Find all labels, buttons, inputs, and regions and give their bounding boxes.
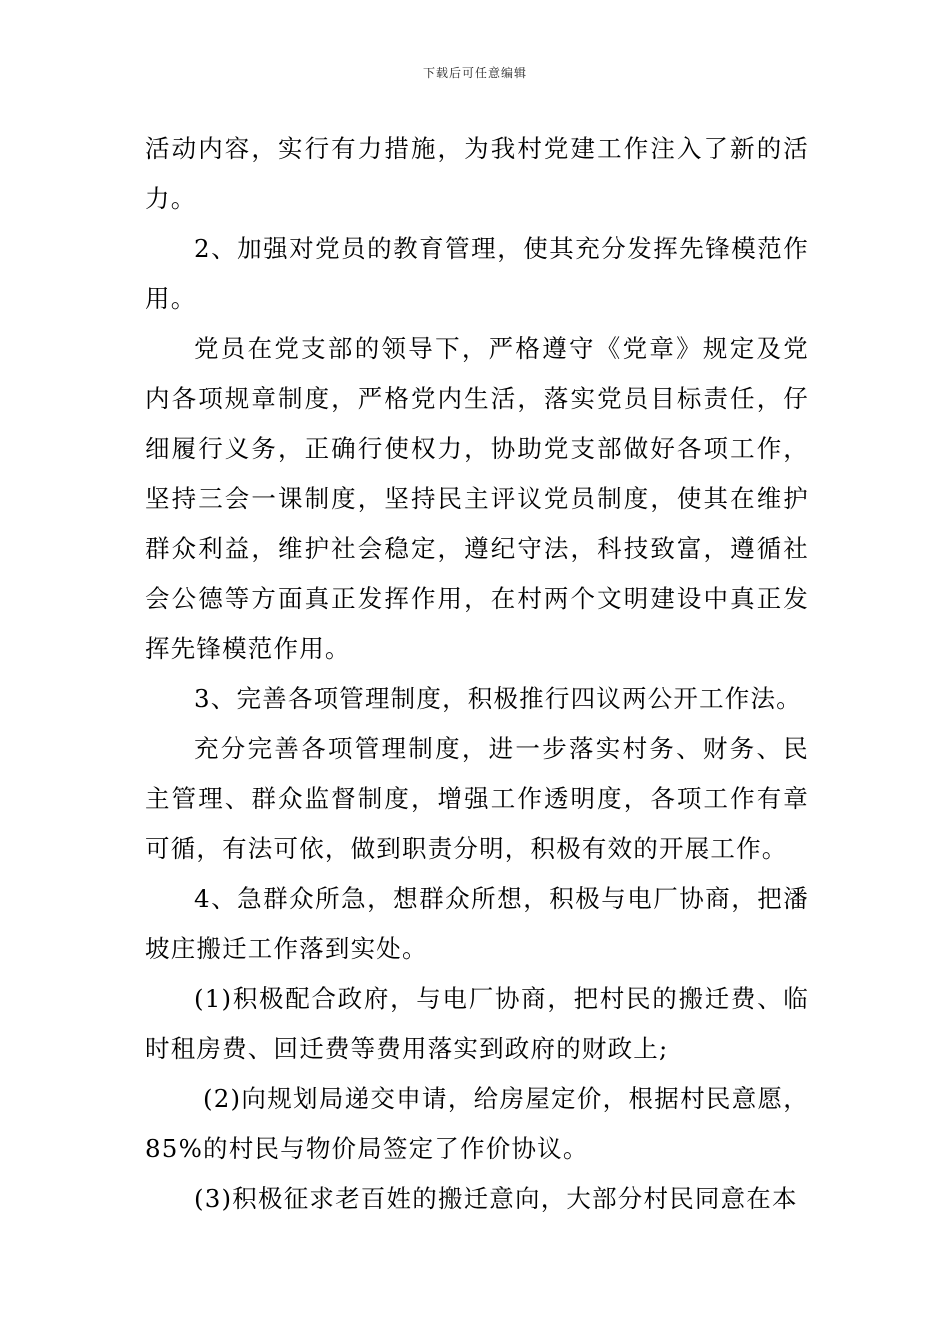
document-body bbox=[145, 124, 809, 1224]
list-item-1: (1)积极配合政府，与电厂协商，把村民的搬迁费、临时租房费、回迁费等费用落实到政府的财政上; bbox=[145, 984, 809, 1063]
paragraph-management-system: 充分完善各项管理制度，进一步落实村务、财务、民主管理、群众监督制度，增强工作透明度，各项工作有章可循，有法可依，做到职责分明，积极有效的开展工作。 bbox=[145, 734, 809, 863]
section-heading-2: 2、加强对党员的教育管理，使其充分发挥先锋模范作用。 bbox=[145, 234, 809, 313]
page-header-note: 下载后可任意编辑 bbox=[422, 66, 527, 80]
section-heading-3: 3、完善各项管理制度，积极推行四议两公开工作法。 bbox=[194, 684, 802, 713]
list-item-2: (2)向规划局递交申请，给房屋定价，根据村民意愿，85%的村民与物价局签定了作价协议。 bbox=[145, 1084, 809, 1163]
section-heading-4: 4、急群众所急，想群众所想，积极与电厂协商，把潘坡庄搬迁工作落到实处。 bbox=[145, 884, 809, 963]
paragraph-party-members: 党员在党支部的领导下，严格遵守《党章》规定及党内各项规章制度，严格党内生活，落实党员目标责任，仔细履行义务，正确行使权力，协助党支部做好各项工作，坚持三会一课制度，坚持民主评议党员制度，使其在维护群众利益，维护社会稳定，遵纪守法，科技致富，遵循社会公德等方面真正发挥作用，在村两个文明建设中真正发挥先锋模范作用。 bbox=[145, 334, 809, 663]
paragraph-continuation: 活动内容，实行有力措施，为我村党建工作注入了新的活力。 bbox=[145, 134, 809, 213]
list-item-3: (3)积极征求老百姓的搬迁意向，大部分村民同意在本 bbox=[194, 1184, 798, 1213]
